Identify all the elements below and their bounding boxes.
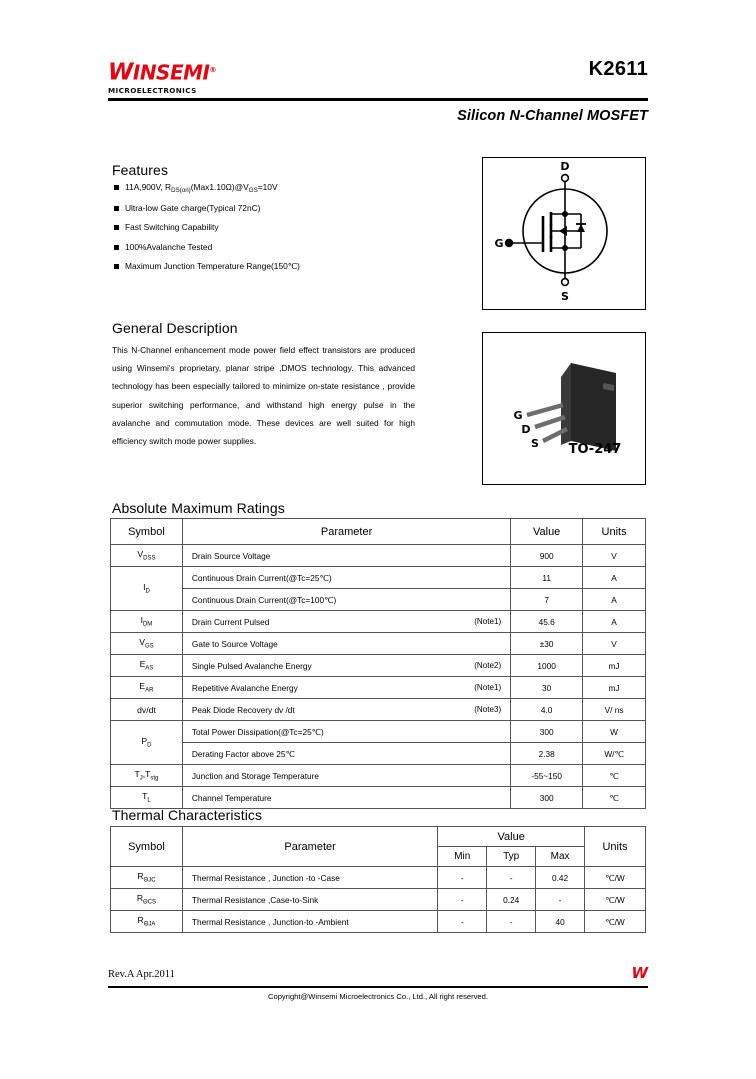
logo-first-letter: W — [108, 59, 133, 86]
bullet-icon — [114, 245, 119, 250]
table-row — [111, 611, 646, 633]
table-cell-parameter — [182, 765, 510, 787]
table-cell-unit: ℃ — [583, 787, 646, 809]
table-cell-symbol: $T_L$ — [111, 787, 183, 809]
table-cell-value: 300 — [511, 787, 583, 809]
table-cell-value: 4.0 — [511, 699, 583, 721]
logo-main-text: INSEMI — [132, 60, 210, 85]
table-cell-max: - — [536, 889, 585, 911]
column-header: Parameter — [182, 827, 437, 867]
column-header: Symbol — [111, 519, 183, 545]
table-row — [111, 677, 646, 699]
column-header: Units — [585, 827, 646, 867]
column-header-value: Value — [438, 827, 585, 847]
table-cell-min: - — [438, 867, 487, 889]
table-cell-symbol: $I_D$ — [111, 567, 183, 611]
table-cell-value: 7 — [511, 589, 583, 611]
table-cell-typ: - — [487, 867, 536, 889]
thermal-characteristics-table — [110, 826, 646, 933]
parameter-text: Drain Current Pulsed — [191, 616, 270, 627]
parameter-text: Peak Diode Recovery dv /dt — [191, 704, 295, 715]
logo-subtitle: MICROELECTRONICS — [108, 85, 197, 95]
parameter-text: Junction and Storage Temperature — [191, 770, 320, 781]
table-cell-symbol: $R_{\Theta CS}$ — [111, 889, 183, 911]
table-row — [111, 633, 646, 655]
table-cell-parameter: Thermal Resistance , Junction -to -Case — [182, 867, 437, 889]
column-header: Units — [583, 519, 646, 545]
table-row — [111, 765, 646, 787]
table-cell-parameter — [182, 677, 510, 699]
parameter-text: Gate to Source Voltage — [191, 638, 278, 649]
table-cell-unit: mJ — [583, 655, 646, 677]
svg-text:TO-247: TO-247 — [568, 442, 622, 457]
table-cell-parameter — [182, 787, 510, 809]
table-cell-unit: A — [583, 589, 646, 611]
table-cell-max: 0.42 — [536, 867, 585, 889]
table-cell-unit: W/℃ — [583, 743, 646, 765]
table-cell-unit: mJ — [583, 677, 646, 699]
table-cell-value: 2.38 — [511, 743, 583, 765]
table-cell-max: 40 — [536, 911, 585, 933]
feature-label: 11A,900V, $R_{DS(on)}(Max1.10\Omega)@V_{GS}=10V$ — [125, 182, 278, 194]
table-header-row — [111, 827, 646, 847]
table-cell-unit: W — [583, 721, 646, 743]
bullet-icon — [114, 225, 119, 230]
feature-label: Fast Switching Capability — [125, 222, 219, 232]
table-cell-value: -55~150 — [511, 765, 583, 787]
column-header: Parameter — [182, 519, 510, 545]
table-cell-unit: ℃ — [583, 765, 646, 787]
table-row — [111, 721, 646, 743]
table-cell-parameter — [182, 567, 510, 589]
column-subheader: Min — [438, 847, 487, 867]
table-cell-parameter — [182, 611, 510, 633]
table-cell-symbol: $R_{\Theta JC}$ — [111, 867, 183, 889]
feature-item — [114, 222, 434, 233]
feature-label: 100%Avalanche Tested — [125, 241, 213, 252]
table-cell-symbol: $T_J,T_{stg}$ — [111, 765, 183, 787]
table-cell-symbol: $V_{DSS}$ — [111, 545, 183, 567]
revision-text: Rev.A Apr.2011 — [108, 969, 175, 980]
table-row — [111, 567, 646, 589]
svg-text:D: D — [521, 423, 531, 436]
table-cell-unit: A — [583, 611, 646, 633]
table-cell-value: 30 — [511, 677, 583, 699]
column-header: Symbol — [111, 827, 183, 867]
table-cell-typ: 0.24 — [487, 889, 536, 911]
column-subheader: Max — [536, 847, 585, 867]
feature-item — [114, 261, 434, 272]
company-logo — [108, 60, 216, 95]
table-header-row — [111, 519, 646, 545]
features-list — [114, 182, 434, 281]
table-cell-parameter — [182, 699, 510, 721]
package-photo — [482, 332, 646, 485]
header-divider — [108, 98, 648, 101]
thermal-heading: Thermal Characteristics — [112, 807, 263, 823]
footer-logo-icon: W — [631, 964, 648, 982]
part-number: K2611 — [588, 58, 648, 80]
table-cell-parameter: Thermal Resistance , Junction-to -Ambient — [182, 911, 437, 933]
feature-item — [114, 242, 434, 253]
table-cell-value: 900 — [511, 545, 583, 567]
table-cell-value: 300 — [511, 721, 583, 743]
mosfet-symbol-icon — [483, 158, 641, 305]
table-row — [111, 889, 646, 911]
features-heading: Features — [112, 162, 169, 178]
table-cell-min: - — [438, 889, 487, 911]
bullet-icon — [114, 206, 119, 211]
registered-trademark-icon: ® — [209, 66, 216, 74]
bullet-icon — [114, 264, 119, 269]
parameter-text: Continuous Drain Current(@Tc=100℃) — [191, 594, 337, 605]
document-subtitle: Silicon N-Channel MOSFET — [457, 108, 648, 124]
table-cell-value: 11 — [511, 567, 583, 589]
table-cell-unit: ℃/W — [585, 911, 646, 933]
table-cell-parameter — [182, 545, 510, 567]
table-cell-unit: A — [583, 567, 646, 589]
parameter-text: Total Power Dissipation(@Tc=25℃) — [191, 726, 324, 737]
table-cell-unit: V — [583, 633, 646, 655]
absolute-maximum-ratings-table — [110, 518, 646, 809]
table-cell-symbol: $R_{\Theta JA}$ — [111, 911, 183, 933]
parameter-note: (Note1) — [474, 617, 502, 626]
svg-text:S: S — [561, 290, 569, 303]
svg-text:S: S — [531, 437, 539, 450]
parameter-note: (Note2) — [474, 661, 502, 670]
table-row — [111, 655, 646, 677]
table-cell-parameter — [182, 721, 510, 743]
footer-divider — [108, 986, 648, 988]
mosfet-symbol-diagram — [482, 157, 646, 310]
parameter-text: Drain Source Voltage — [191, 550, 271, 561]
table-cell-symbol: dv/dt — [111, 699, 183, 721]
table-row — [111, 743, 646, 765]
general-description-heading: General Description — [112, 320, 238, 336]
table-cell-min: - — [438, 911, 487, 933]
parameter-text: Single Pulsed Avalanche Energy — [191, 660, 312, 671]
parameter-text: Channel Temperature — [191, 792, 272, 803]
table-cell-symbol: $P_D$ — [111, 721, 183, 765]
table-row — [111, 787, 646, 809]
table-cell-value: 45.6 — [511, 611, 583, 633]
table-cell-parameter — [182, 655, 510, 677]
feature-label: Maximum Junction Temperature Range(150℃) — [125, 261, 300, 271]
copyright-text: Copyright@Winsemi Microelectronics Co., Ltd., All right reserved. — [268, 992, 488, 1001]
table-cell-symbol: $E_{AS}$ — [111, 655, 183, 677]
column-subheader: Typ — [487, 847, 536, 867]
table-row — [111, 545, 646, 567]
table-row — [111, 911, 646, 933]
table-cell-typ: - — [487, 911, 536, 933]
svg-text:D: D — [560, 160, 570, 173]
general-description-text: This N-Channel enhancement mode power field effect transistors are produced using Winsemi's proprietary, planar stripe ,DMOS technology. This advanced technology has been especially tailored to minimize on-state resistance , provide superior switching performance, and withstand high energy pulse in the avalanche and commutation mode. These devices are well suited for high efficiency switch mode power supplies. — [112, 345, 415, 447]
feature-item — [114, 203, 434, 214]
table-cell-parameter — [182, 633, 510, 655]
feature-item — [114, 182, 434, 194]
table-cell-value: 1000 — [511, 655, 583, 677]
parameter-text: Continuous Drain Current(@Tc=25℃) — [191, 572, 332, 583]
table-row — [111, 867, 646, 889]
parameter-text: Derating Factor above 25℃ — [191, 748, 295, 759]
parameter-note: (Note1) — [474, 683, 502, 692]
parameter-note: (Note3) — [474, 705, 502, 714]
table-row — [111, 589, 646, 611]
table-cell-symbol: $V_{GS}$ — [111, 633, 183, 655]
table-cell-parameter: Thermal Resistance ,Case-to-Sink — [182, 889, 437, 911]
table-cell-value: ±30 — [511, 633, 583, 655]
logo-wordmark — [108, 60, 216, 85]
table-cell-unit: V/ ns — [583, 699, 646, 721]
table-row — [111, 699, 646, 721]
amr-heading: Absolute Maximum Ratings — [112, 500, 285, 516]
parameter-text: Repetitive Avalanche Energy — [191, 682, 298, 693]
table-cell-symbol: $E_{AR}$ — [111, 677, 183, 699]
table-cell-unit: ℃/W — [585, 867, 646, 889]
table-cell-unit: V — [583, 545, 646, 567]
table-cell-parameter — [182, 589, 510, 611]
svg-text:G: G — [513, 409, 523, 422]
svg-text:G: G — [494, 237, 504, 250]
feature-label: Ultra-low Gate charge(Typical 72nC) — [125, 202, 261, 213]
table-cell-symbol: $I_{DM}$ — [111, 611, 183, 633]
to247-package-icon — [483, 333, 641, 480]
table-cell-unit: ℃/W — [585, 889, 646, 911]
table-cell-parameter — [182, 743, 510, 765]
bullet-icon — [114, 185, 119, 190]
column-header: Value — [511, 519, 583, 545]
